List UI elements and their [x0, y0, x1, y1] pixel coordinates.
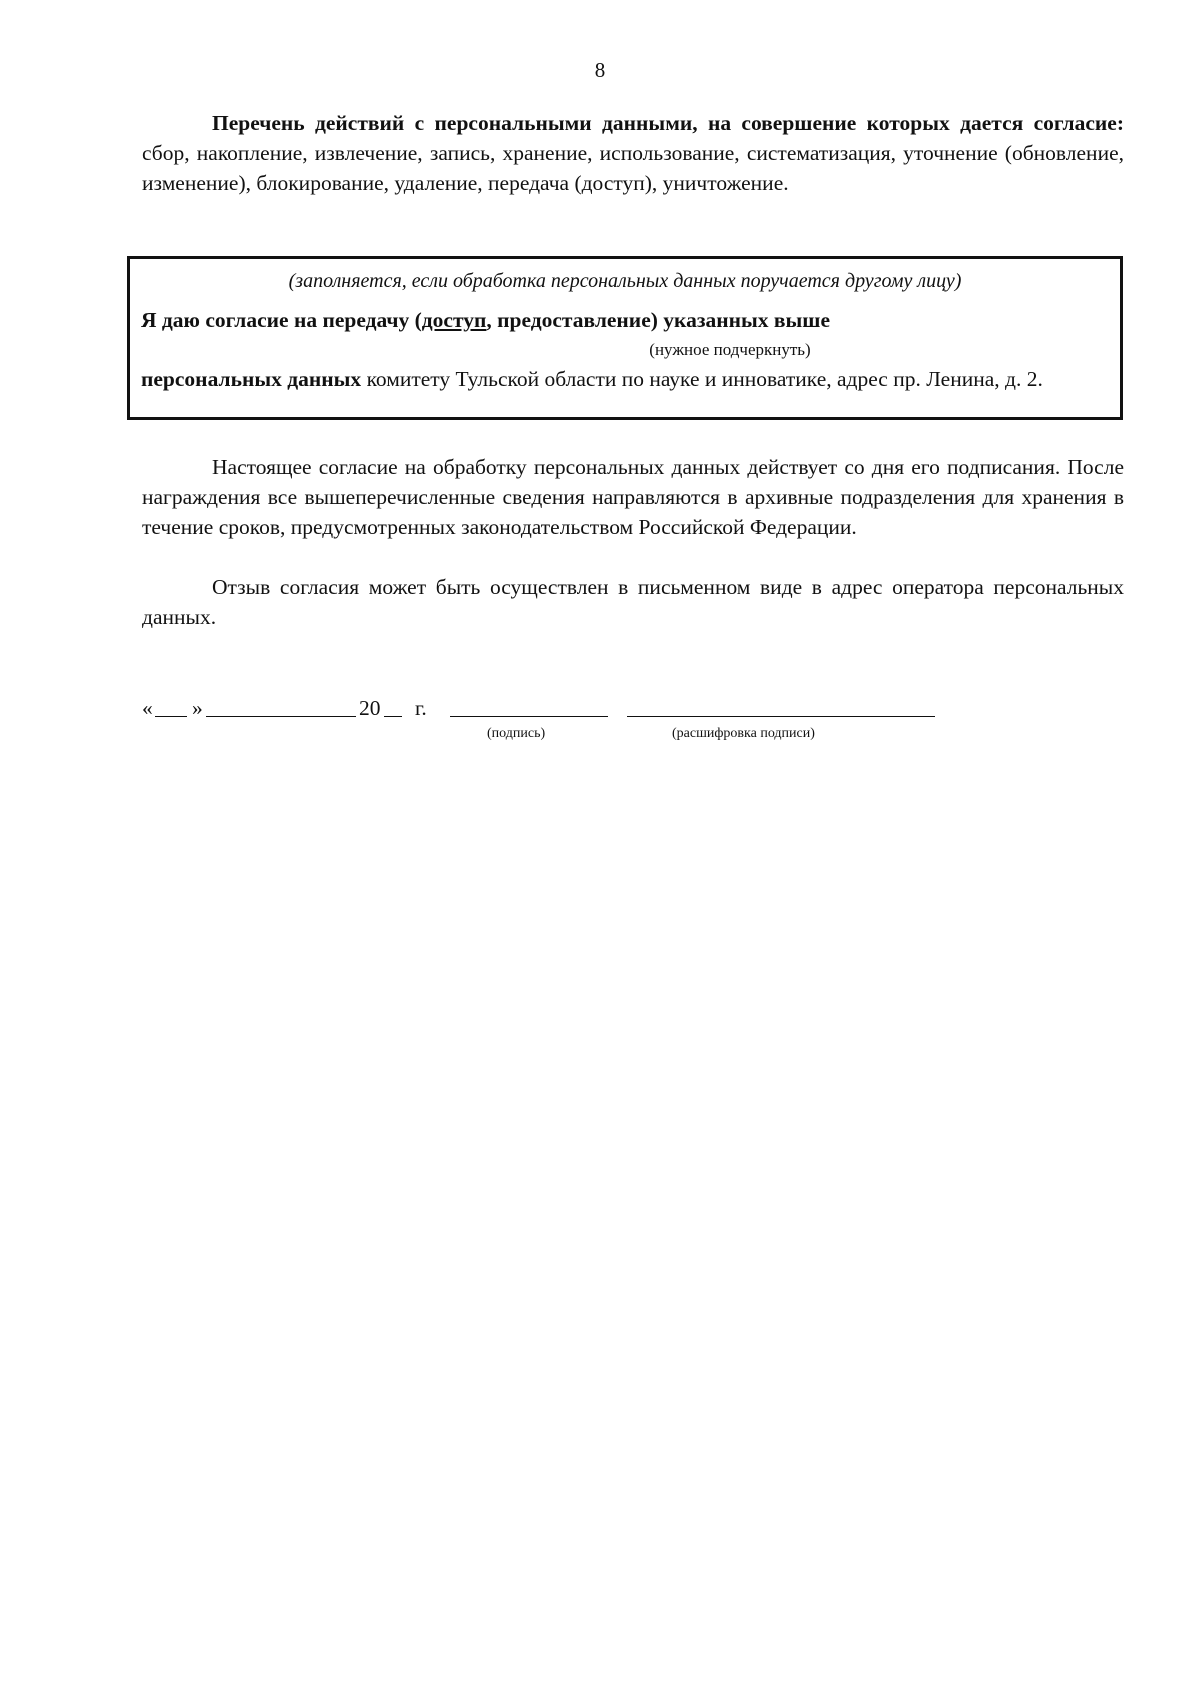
- decoding-caption: (расшифровка подписи): [672, 726, 815, 741]
- year-prefix: 20: [359, 696, 381, 720]
- signature-decoding-blank[interactable]: [627, 716, 935, 717]
- year-suffix: г.: [415, 696, 427, 720]
- consent-statement: [141, 307, 830, 333]
- consent-transfer-box: [127, 256, 1123, 420]
- page-number: 8: [594, 58, 606, 82]
- quote-close: »: [192, 696, 203, 720]
- quote-open: «: [142, 696, 153, 720]
- signature-blank[interactable]: [450, 716, 608, 717]
- recipient-text: комитету Тульской области по науке и инноватике, адрес пр. Ленина, д. 2.: [361, 367, 1043, 391]
- signature-caption: (подпись): [487, 726, 546, 741]
- consent-statement-end: , предоставление) указанных выше: [486, 308, 831, 332]
- validity-paragraph: Настоящее согласие на обработку персональных данных действует со дня его подписания. После награждения все вышеперечисленные сведения направляются в архивные подразделения для хранения в течение сроков, предусмотренных законодательством Российской Федерации.: [142, 455, 1124, 539]
- underlined-option: доступ: [421, 308, 487, 332]
- year-blank[interactable]: [384, 716, 402, 717]
- actions-paragraph: [142, 108, 1124, 198]
- actions-list: сбор, накопление, извлечение, запись, хранение, использование, систематизация, уточнение (обновление, изменение), блокирование, удаление, передача (доступ), уничтожение.: [142, 141, 1124, 195]
- recipient-line: [141, 365, 1113, 393]
- recipient-lead: персональных данных: [141, 367, 362, 391]
- revocation-paragraph: Отзыв согласия может быть осуществлен в письменном виде в адрес оператора персональных данных.: [142, 575, 1124, 629]
- day-blank[interactable]: [155, 716, 187, 717]
- actions-heading: Перечень действий с персональными данными, на совершение которых дается согласие:: [212, 111, 1124, 135]
- month-blank[interactable]: [206, 716, 356, 717]
- consent-statement-start: Я даю согласие на передачу (: [141, 308, 422, 332]
- box-note: (заполняется, если обработка персональных данных поручается другому лицу): [288, 270, 962, 292]
- underline-hint: (нужное подчеркнуть): [649, 340, 811, 359]
